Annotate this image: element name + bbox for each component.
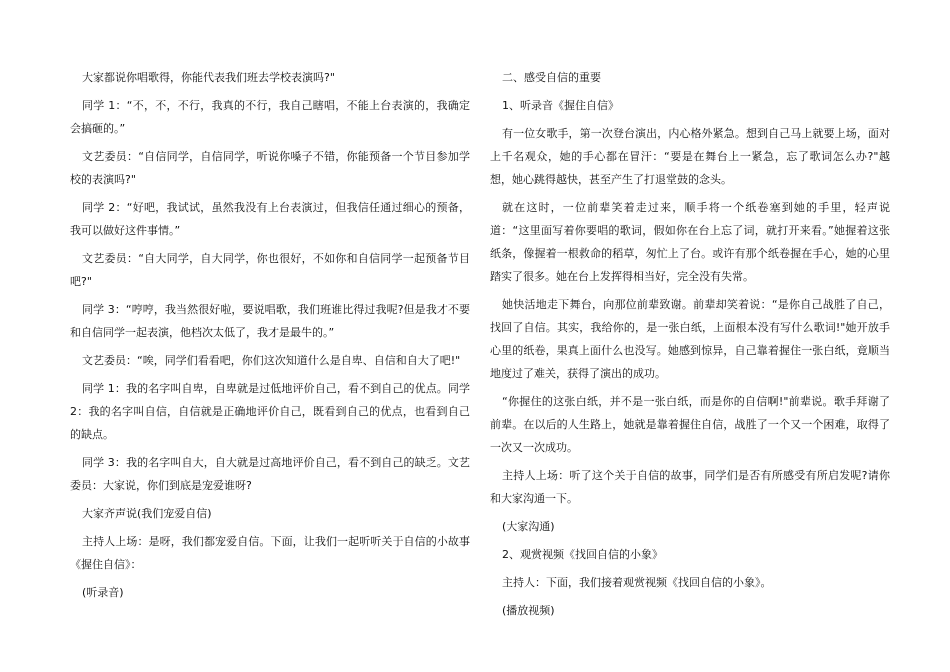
paragraph: “你握住的这张白纸，并不是一张白纸，而是你的自信啊!"前辈说。歌手拜谢了前辈。在以后的人生路上，她就是靠着握住自信，战胜了一个又一个困难，取得了一次又一次成功。 xyxy=(490,395,890,454)
subsection-heading: 2、观赏视频《找回自信的小象》 xyxy=(502,548,663,561)
paragraph: 同学 1：“不，不，不行，我真的不行，我自己瞎唱，不能上台表演的，我确定会搞砸的。” xyxy=(70,99,470,135)
paragraph: 同学 3：我的名字叫自大，自大就是过高地评价自己，看不到自己的缺乏。文艺委员：大家说，你们到底是宠爱谁呀? xyxy=(70,456,470,492)
paragraph: 同学 1：我的名字叫自卑，自卑就是过低地评价自己，看不到自己的优点。同学 2：我的名字叫自信，自信就是正确地评价自己，既看到自己的优点，也看到自己的缺点。 xyxy=(70,382,470,441)
paragraph: 有一位女歌手，第一次登台演出，内心格外紧急。想到自己马上就要上场，面对上千名观众，她的手心都在冒汗：“要是在舞台上一紧急，忘了歌词怎么办?"越想，她心跳得越快，甚至产生了打退堂鼓的念头。 xyxy=(490,127,890,186)
paragraph: 同学 3：“哼哼，我当然很好啦，要说唱歌，我们班谁比得过我呢?但是我才不要和自信同学一起表演，他档次太低了，我才是最牛的。” xyxy=(70,303,470,339)
paragraph: (播放视频) xyxy=(502,604,555,617)
right-column xyxy=(490,66,890,627)
paragraph: 大家都说你唱歌得，你能代表我们班去学校表演吗?" xyxy=(82,71,335,84)
paragraph: 主持人：下面，我们接着观赏视频《找回自信的小象》。 xyxy=(502,576,772,589)
paragraph: 大家齐声说(我们宠爱自信) xyxy=(82,507,212,520)
paragraph: (大家沟通) xyxy=(502,520,555,533)
paragraph: 文艺委员：“自大同学，自大同学，你也很好，不如你和自信同学一起预备节目吧?" xyxy=(70,252,470,288)
paragraph: (听录音) xyxy=(82,586,124,599)
section-heading: 二、感受自信的重要 xyxy=(502,71,601,84)
left-column xyxy=(70,66,470,609)
subsection-heading: 1、听录音《握住自信》 xyxy=(502,99,619,112)
paragraph: 就在这时，一位前辈笑着走过来，顺手将一个纸卷塞到她的手里，轻声说道：“这里面写着你要唱的歌词，假如你在台上忘了词，就打开来看。”她握着这张纸条，像握着一根救命的稻草，匆忙上了台。或许有那个纸卷握在手心，她的心里踏实了很多。她在台上发挥得相当好，完全没有失常。 xyxy=(490,201,890,283)
paragraph: 她快活地走下舞台，向那位前辈致谢。前辈却笑着说：“是你自己战胜了自己，找回了自信。其实，我给你的，是一张白纸，上面根本没有写什么歌词!"她开放手心里的纸卷，果真上面什么也没写。她感到惊异，自己靠着握住一张白纸，竟顺当地度过了难关，获得了演出的成功。 xyxy=(490,298,890,380)
paragraph: 同学 2：“好吧，我试试，虽然我没有上台表演过，但我信任通过细心的预备，我可以做好这件事情。” xyxy=(70,201,470,237)
paragraph: 文艺委员：“唉，同学们看看吧，你们这次知道什么是自卑、自信和自大了吧!" xyxy=(82,354,461,367)
paragraph: 文艺委员：“自信同学，自信同学，听说你嗓子不错，你能预备一个节目参加学校的表演吗?" xyxy=(70,150,470,186)
paragraph: 主持人上场：听了这个关于自信的故事，同学们是否有所感受有所启发呢?请你和大家沟通一下。 xyxy=(490,469,890,505)
paragraph: 主持人上场：是呀，我们都宠爱自信。下面，让我们一起听听关于自信的小故事《握住自信》： xyxy=(70,535,470,571)
